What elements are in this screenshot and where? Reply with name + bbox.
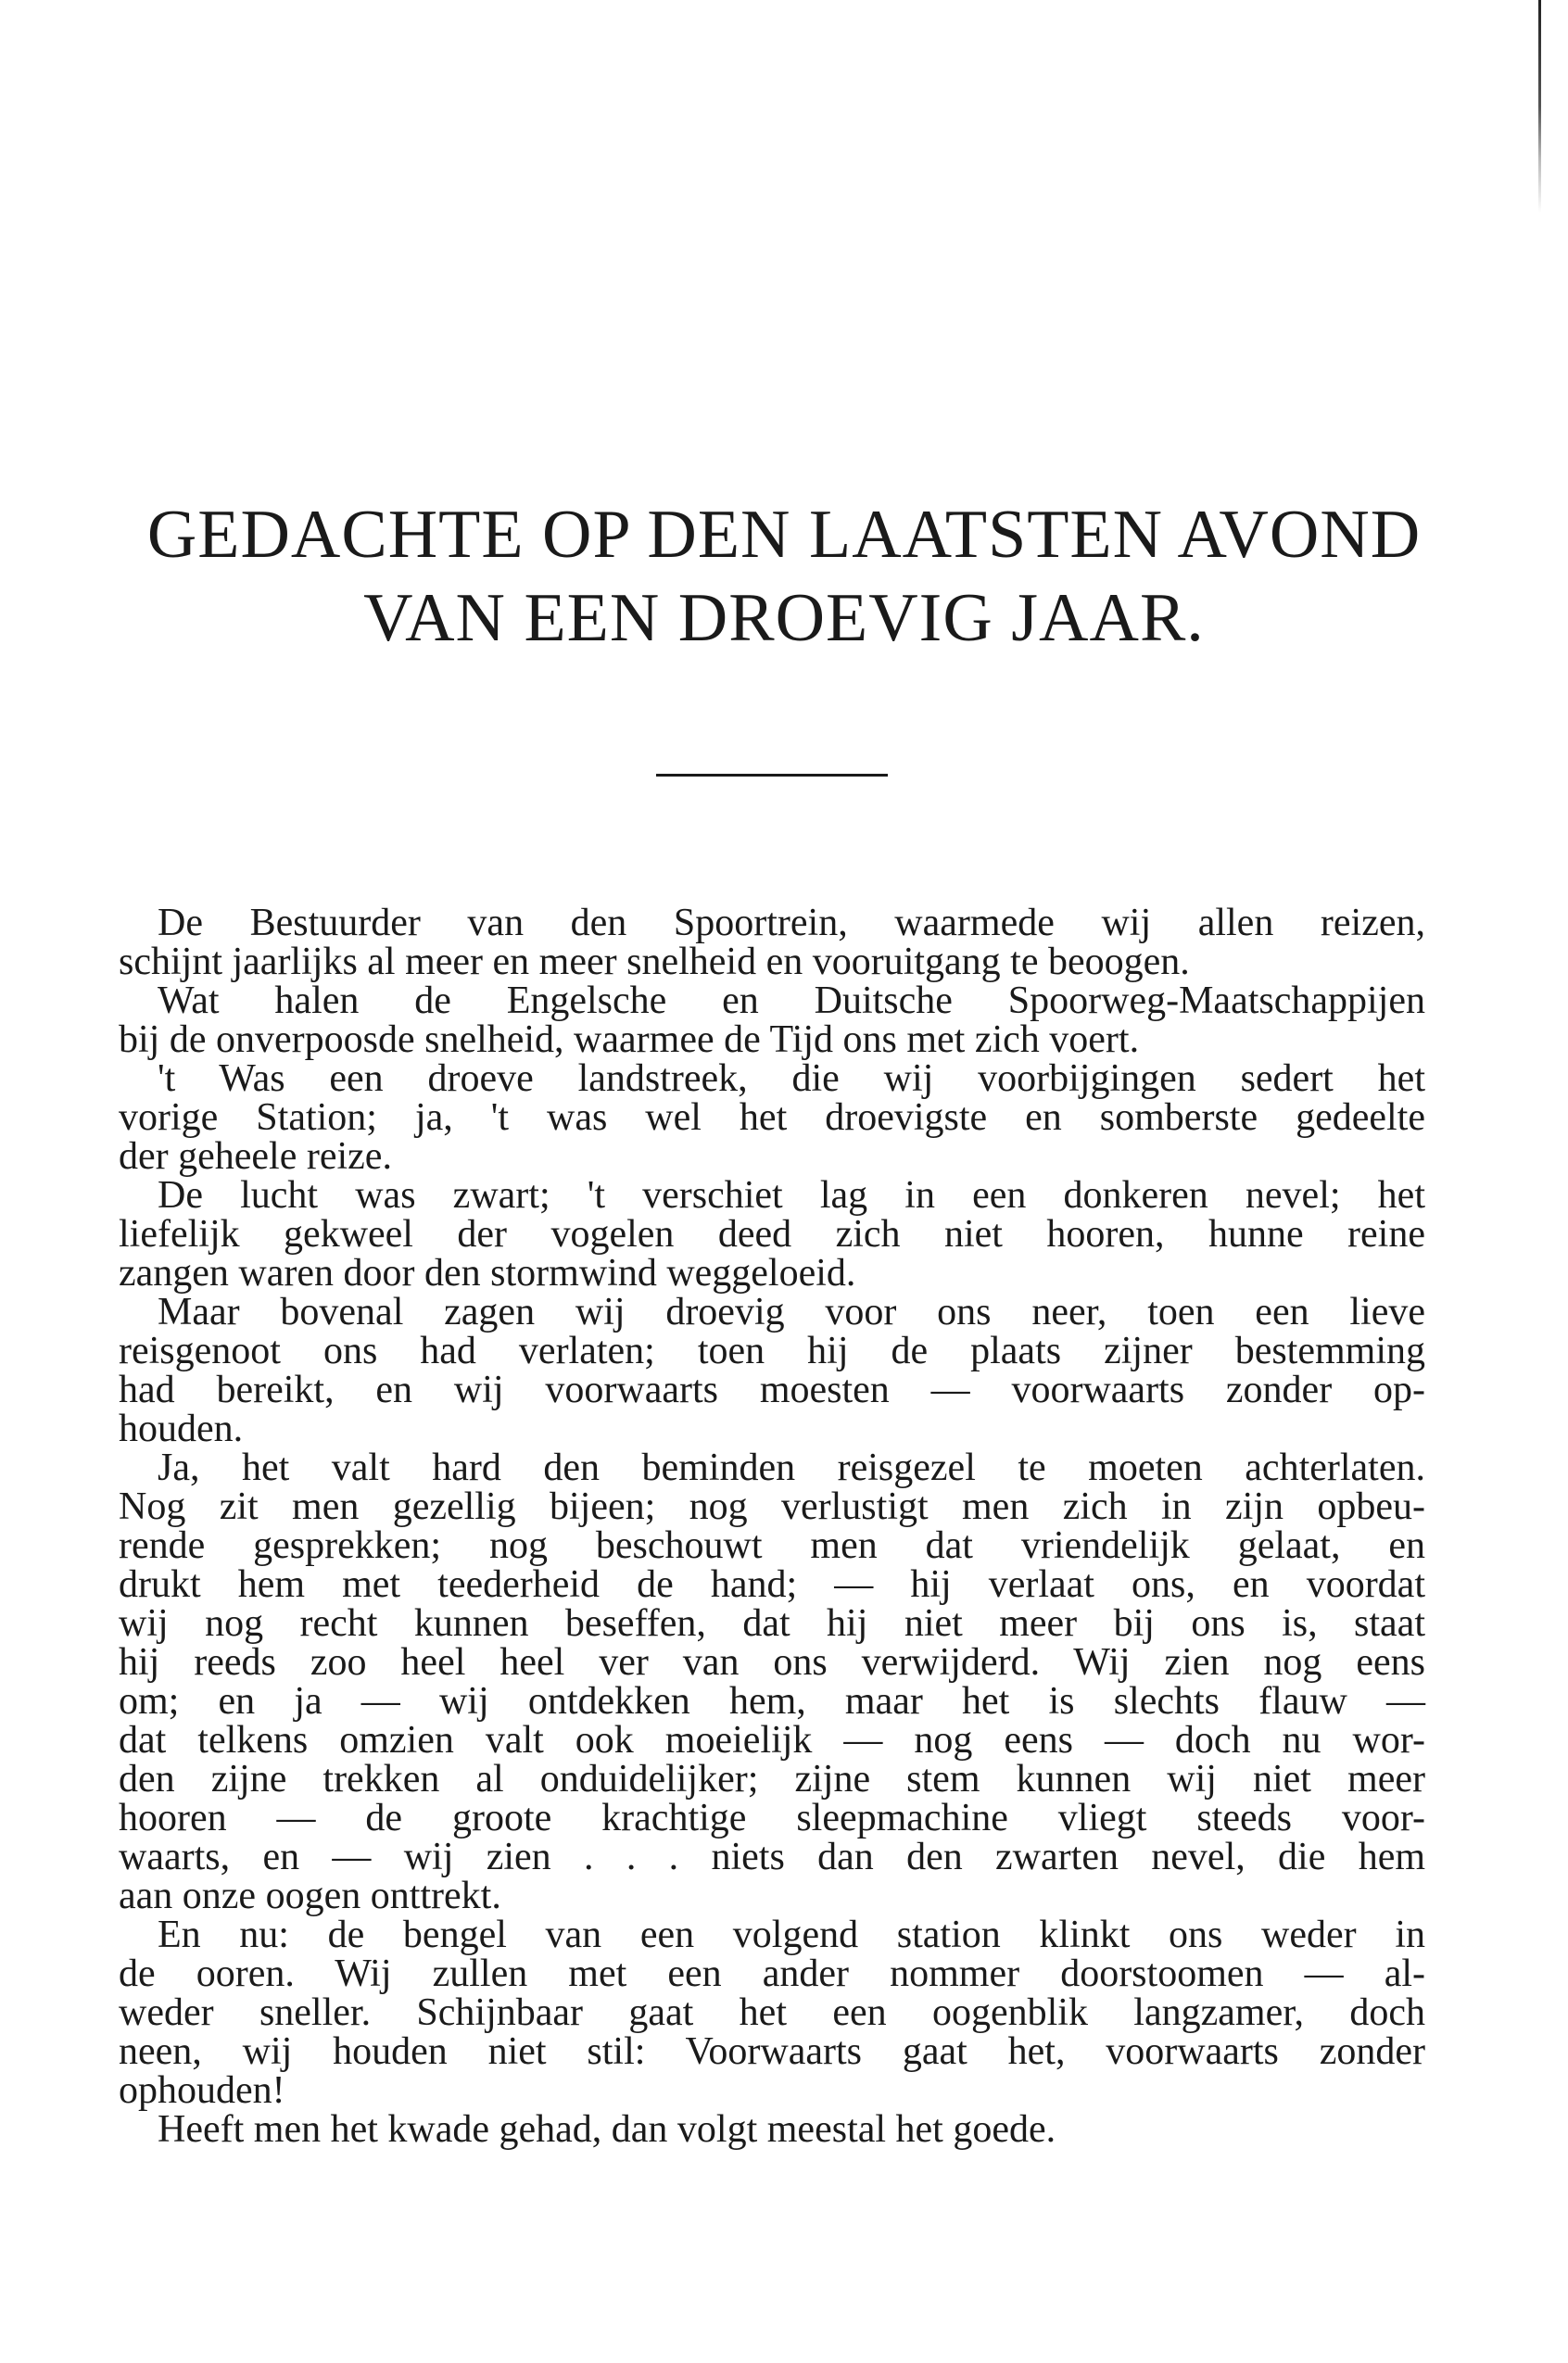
text-line: Nog zit men gezellig bijeen; nog verlustigt men zich in zijn opbeu- <box>119 1485 1425 1528</box>
page-title-line-1: GEDACHTE OP DEN LAATSTEN AVOND <box>146 497 1422 573</box>
body-text <box>119 904 1425 2149</box>
text-line: drukt hem met teederheid de hand; — hij verlaat ons, en voordat <box>119 1563 1425 1606</box>
text-line: De lucht was zwart; 't verschiet lag in een donkeren nevel; het <box>158 1174 1425 1217</box>
paragraph <box>119 981 1425 1059</box>
paragraph <box>119 1176 1425 1293</box>
text-line: hij reeds zoo heel heel ver van ons verwijderd. Wij zien nog eens <box>119 1641 1425 1684</box>
title-divider <box>656 774 888 777</box>
text-line: weder sneller. Schijnbaar gaat het een oogenblik langzamer, doch <box>119 1991 1425 2034</box>
text-line: had bereikt, en wij voorwaarts moesten — voorwaarts zonder op- <box>119 1369 1425 1411</box>
paragraph <box>119 1915 1425 2110</box>
text-line: wij nog recht kunnen beseffen, dat hij niet meer bij ons is, staat <box>119 1602 1425 1645</box>
text-line: waarts, en — wij zien . . . niets dan den zwarten nevel, die hem <box>119 1836 1425 1878</box>
text-line: bij de onverpoosde snelheid, waarmee de Tijd ons met zich voert. <box>119 1018 1140 1061</box>
text-line: schijnt jaarlijks al meer en meer snelheid en vooruitgang te beoogen. <box>119 941 1190 983</box>
text-line: neen, wij houden niet stil: Voorwaarts gaat het, voorwaarts zonder <box>119 2030 1425 2073</box>
page-title-line-2: VAN EEN DROEVIG JAAR. <box>363 580 1205 656</box>
text-line: hooren — de groote krachtige sleepmachine vliegt steeds voor- <box>119 1797 1425 1839</box>
scan-edge-mark <box>1538 0 1541 213</box>
text-line: den zijne trekken al onduidelijker; zijne stem kunnen wij niet meer <box>119 1758 1425 1801</box>
text-line: vorige Station; ja, 't was wel het droevigste en somberste gedeelte <box>119 1096 1425 1139</box>
text-line: 't Was een droeve landstreek, die wij voorbijgingen sedert het <box>158 1057 1425 1100</box>
text-line: der geheele reize. <box>119 1135 392 1178</box>
text-line: Heeft men het kwade gehad, dan volgt meestal het goede. <box>158 2108 1056 2151</box>
paragraph <box>119 904 1425 981</box>
text-line: dat telkens omzien valt ook moeielijk — nog eens — doch nu wor- <box>119 1719 1425 1762</box>
text-line: om; en ja — wij ontdekken hem, maar het is slechts flauw — <box>119 1680 1425 1723</box>
text-line: reisgenoot ons had verlaten; toen hij de plaats zijner bestemming <box>119 1330 1425 1372</box>
text-line: Ja, het valt hard den beminden reisgezel te moeten achterlaten. <box>158 1447 1425 1489</box>
paragraph <box>119 2110 1425 2149</box>
text-line: rende gesprekken; nog beschouwt men dat vriendelijk gelaat, en <box>119 1524 1425 1567</box>
text-line: houden. <box>119 1408 244 1450</box>
text-line: En nu: de bengel van een volgend station klinkt ons weder in <box>158 1914 1425 1956</box>
text-line: aan onze oogen onttrekt. <box>119 1875 501 1917</box>
paragraph <box>119 1448 1425 1915</box>
text-line: Maar bovenal zagen wij droevig voor ons neer, toen een lieve <box>158 1291 1425 1333</box>
text-line: de ooren. Wij zullen met een ander nommer doorstoomen — al- <box>119 1952 1425 1995</box>
text-line: De Bestuurder van den Spoortrein, waarmede wij allen reizen, <box>158 902 1425 944</box>
paragraph <box>119 1059 1425 1176</box>
text-line: Wat halen de Engelsche en Duitsche Spoorweg-Maatschappijen <box>158 979 1425 1022</box>
text-line: zangen waren door den stormwind weggeloeid. <box>119 1252 856 1295</box>
text-line: liefelijk gekweel der vogelen deed zich niet hooren, hunne reine <box>119 1213 1425 1256</box>
text-line: ophouden! <box>119 2069 285 2112</box>
paragraph <box>119 1293 1425 1448</box>
